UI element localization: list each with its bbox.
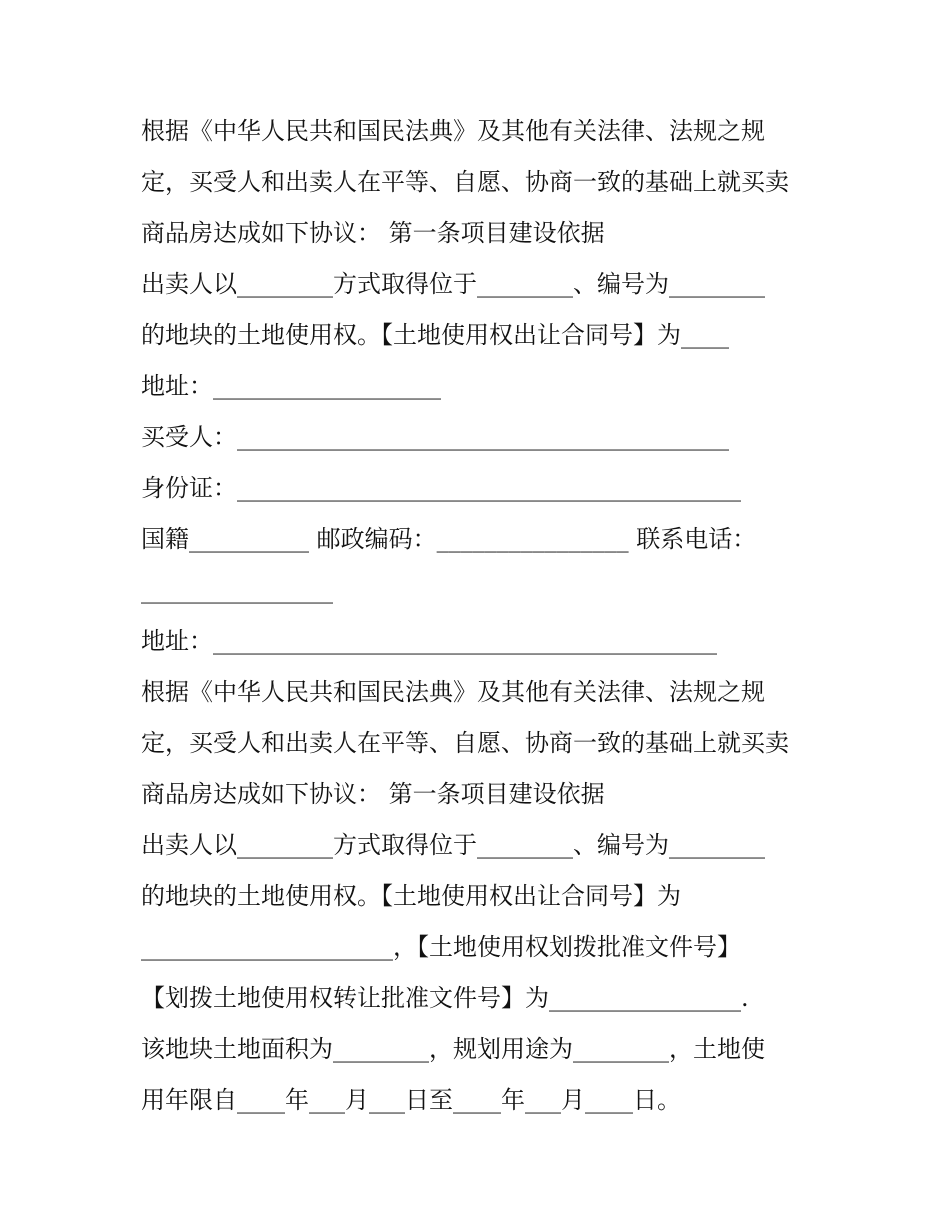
text-line: 定，买受人和出卖人在平等、自愿、协商一致的基础上就买卖	[141, 168, 789, 196]
text-line: 用年限自____年___月___日至____年___月____日。	[141, 1086, 681, 1114]
text-line: 的地块的土地使用权。【土地使用权出让合同号】为	[141, 882, 681, 910]
text-line: 买受人：_________________________________________	[141, 423, 729, 451]
text-line: 根据《中华人民共和国民法典》及其他有关法律、法规之规	[141, 117, 765, 145]
text-line: 商品房达成如下协议： 第一条项目建设依据	[141, 219, 605, 247]
text-line: 【划拨土地使用权转让批准文件号】为________________.	[141, 984, 749, 1012]
text-line: 商品房达成如下协议： 第一条项目建设依据	[141, 780, 605, 808]
document-body	[141, 106, 821, 1126]
text-line: 地址：__________________________________________	[141, 627, 717, 655]
text-line: 地址：___________________	[141, 372, 441, 400]
text-line: 身份证：__________________________________________	[141, 474, 741, 502]
text-line: _____________________，【土地使用权划拨批准文件号】	[141, 933, 741, 961]
text-line: 出卖人以________方式取得位于________、编号为________	[141, 831, 765, 859]
text-line: 定，买受人和出卖人在平等、自愿、协商一致的基础上就买卖	[141, 729, 789, 757]
text-line: ________________	[141, 576, 333, 604]
text-line: 出卖人以________方式取得位于________、编号为________	[141, 270, 765, 298]
text-line: 的地块的土地使用权。【土地使用权出让合同号】为____	[141, 321, 729, 349]
text-line: 该地块土地面积为________，规划用途为________，土地使	[141, 1035, 765, 1063]
text-line: 国籍__________ 邮政编码：________________ 联系电话：	[141, 525, 757, 553]
text-line: 根据《中华人民共和国民法典》及其他有关法律、法规之规	[141, 678, 765, 706]
